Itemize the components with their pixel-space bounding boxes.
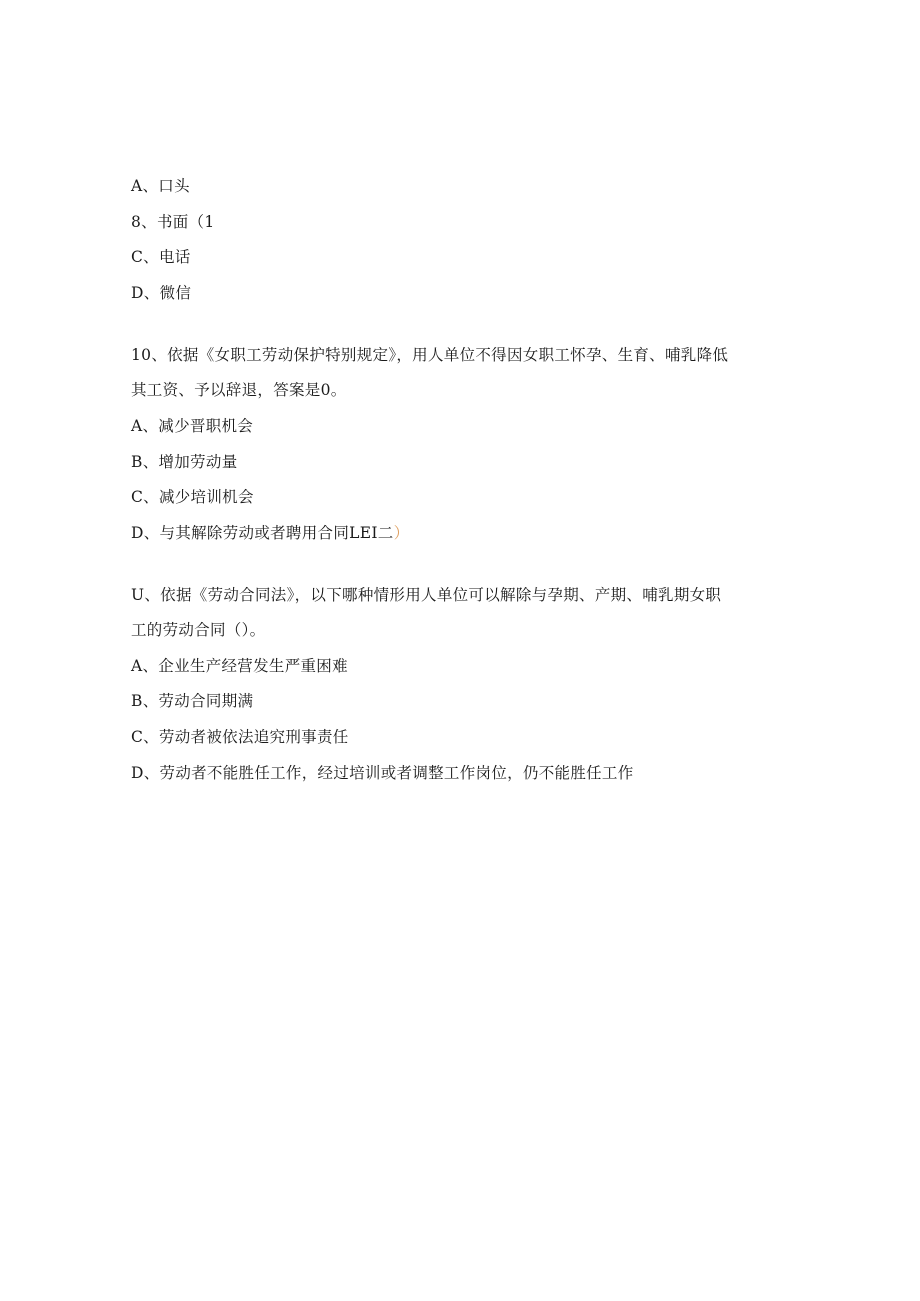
q9-option-c: C、电话 bbox=[131, 248, 191, 266]
q11-option-d: D、劳动者不能胜任工作，经过培训或者调整工作岗位，仍不能胜任工作 bbox=[131, 764, 634, 782]
q10-option-d bbox=[131, 523, 409, 543]
q10-option-d-text: D、与其解除劳动或者聘用合同LEI二 bbox=[131, 524, 394, 542]
q11-option-a: A、企业生产经营发生严重困难 bbox=[131, 657, 348, 675]
q9-option-b: 8、书面（1 bbox=[131, 213, 215, 231]
q10-stem-line2: 其工资、予以辞退，答案是0。 bbox=[131, 381, 347, 399]
q9-option-d: D、微信 bbox=[131, 284, 192, 302]
q9-option-a: A、口头 bbox=[131, 177, 190, 195]
q11-option-c: C、劳动者被依法追究刑事责任 bbox=[131, 728, 349, 746]
q10-option-b: B、增加劳动量 bbox=[131, 453, 238, 471]
q10-option-d-mark: ） bbox=[393, 524, 410, 542]
q11-stem-line1: U、依据《劳动合同法》，以下哪种情形用人单位可以解除与孕期、产期、哺乳期女职 bbox=[131, 586, 722, 604]
q10-stem-line1: 10、依据《女职工劳动保护特别规定》，用人单位不得因女职工怀孕、生育、哺乳降低 bbox=[131, 346, 729, 364]
q11-stem-line2: 工的劳动合同（）。 bbox=[131, 621, 266, 639]
q10-option-a: A、减少晋职机会 bbox=[131, 417, 254, 435]
q10-option-c: C、减少培训机会 bbox=[131, 488, 254, 506]
q11-option-b: B、劳动合同期满 bbox=[131, 692, 254, 710]
